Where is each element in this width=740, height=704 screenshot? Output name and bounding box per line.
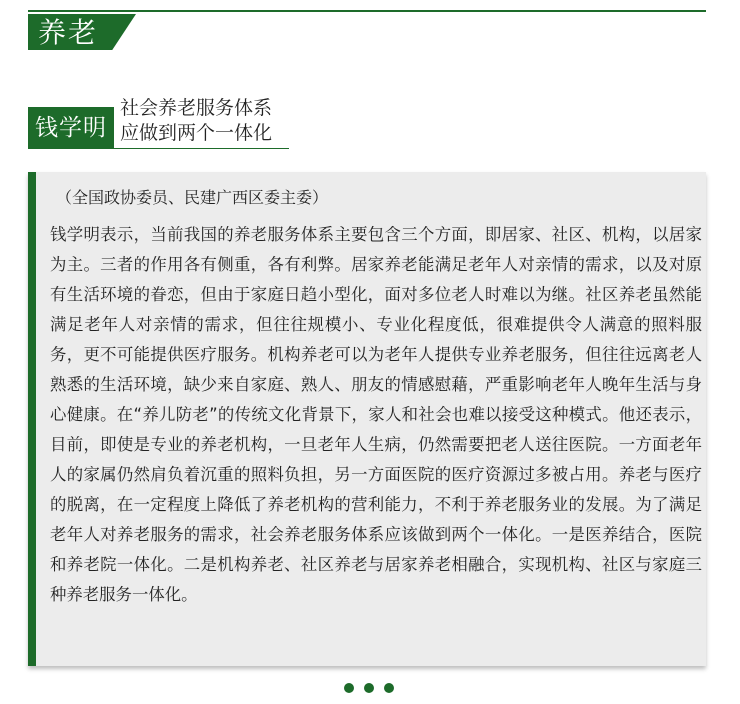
- person-name-label: 钱学明: [28, 107, 114, 149]
- headline-underline: [114, 148, 289, 149]
- pagination-dots: [344, 683, 394, 693]
- dot-icon: [364, 683, 374, 693]
- affiliation: （全国政协委员、民建广西区委主委）: [56, 188, 329, 207]
- top-divider: [28, 10, 706, 12]
- headline: [120, 96, 300, 146]
- headline-line-1: 社会养老服务体系: [120, 97, 273, 119]
- dot-icon: [344, 683, 354, 693]
- article-card: [28, 172, 706, 666]
- section-title: 养老: [38, 16, 99, 49]
- headline-line-2: 应做到两个一体化: [120, 122, 273, 144]
- article-body: 钱学明表示，当前我国的养老服务体系主要包含三个方面，即居家、社区、机构，以居家为主。三者的作用各有侧重，各有利弊。居家养老能满足老年人对亲情的需求，以及对原有生活环境的眷恋，但由于家庭日趋小型化，面对多位老人时难以为继。社区养老虽然能满足老年人对亲情的需求，但往往规模小、专业化程度低，很难提供令人满意的照料服务，更不可能提供医疗服务。机构养老可以为老年人提供专业养老服务，但往往远离老人熟悉的生活环境，缺少来自家庭、熟人、朋友的情感慰藉，严重影响老年人晚年生活与身心健康。在“养儿防老”的传统文化背景下，家人和社会也难以接受这种模式。他还表示，目前，即使是专业的养老机构，一旦老年人生病，仍然需要把老人送往医院。一方面老年人的家属仍然肩负着沉重的照料负担，另一方面医院的医疗资源过多被占用。养老与医疗的脱离，在一定程度上降低了养老机构的营利能力，不利于养老服务业的发展。为了满足老年人对养老服务的需求，社会养老服务体系应该做到两个一体化。一是医养结合，医院和养老院一体化。二是机构养老、社区养老与居家养老相融合，实现机构、社区与家庭三种养老服务一体化。: [50, 225, 702, 604]
- dot-icon: [384, 683, 394, 693]
